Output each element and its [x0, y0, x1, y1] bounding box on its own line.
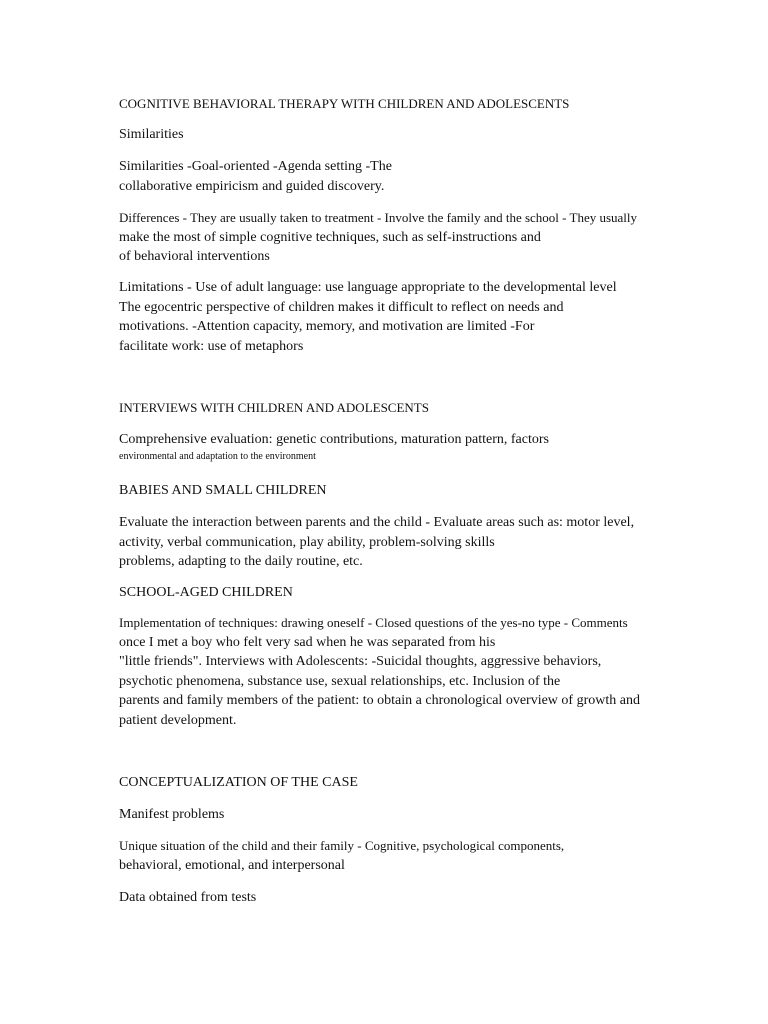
paragraph-line: The egocentric perspective of children makes it difficult to reflect on needs and: [119, 299, 564, 315]
paragraph-line: facilitate work: use of metaphors: [119, 338, 304, 354]
subheading-similarities: Similarities: [119, 127, 184, 142]
paragraph-line: problems, adapting to the daily routine, etc.: [119, 554, 363, 569]
paragraph-school-aged: [119, 613, 728, 730]
section-heading-interviews: INTERVIEWS WITH CHILDREN AND ADOLESCENTS: [119, 400, 429, 415]
paragraph-line: once I met a boy who felt very sad when he was separated from his: [119, 634, 496, 650]
paragraph-limitations: [119, 278, 728, 356]
paragraph-line: Unique situation of the child and their family - Cognitive, psychological components,: [119, 838, 565, 853]
paragraph-line: psychotic phenomena, substance use, sexual relationships, etc. Inclusion of the: [119, 673, 561, 689]
paragraph-line: patient development.: [119, 712, 237, 728]
paragraph-differences: [119, 208, 728, 267]
subheading-data-from-tests: Data obtained from tests: [119, 890, 257, 905]
subheading-babies: BABIES AND SMALL CHILDREN: [119, 483, 327, 498]
section-heading-cbt: COGNITIVE BEHAVIORAL THERAPY WITH CHILDREN AND ADOLESCENTS: [119, 96, 570, 111]
paragraph-babies: [119, 513, 728, 572]
paragraph-line: Limitations - Use of adult language: use language appropriate to the developmental level: [119, 280, 617, 295]
paragraph-unique-situation: [119, 836, 728, 875]
paragraph-line: Differences - They are usually taken to treatment - Involve the family and the school - They usually: [119, 210, 638, 225]
paragraph-line: Comprehensive evaluation: genetic contributions, maturation pattern, factors: [119, 432, 549, 447]
paragraph-evaluation: [119, 430, 728, 464]
paragraph-line: activity, verbal communication, play ability, problem-solving skills: [119, 534, 495, 550]
paragraph-line: parents and family members of the patient: to obtain a chronological overview of growth and: [119, 693, 640, 708]
subheading-school-aged: SCHOOL-AGED CHILDREN: [119, 585, 293, 600]
paragraph-line: behavioral, emotional, and interpersonal: [119, 857, 345, 873]
paragraph-line: Implementation of techniques: drawing oneself - Closed questions of the yes-no type - Comments: [119, 615, 628, 630]
subheading-manifest-problems: Manifest problems: [119, 807, 225, 822]
paragraph-line: make the most of simple cognitive techniques, such as self-instructions and: [119, 229, 541, 245]
paragraph-line: of behavioral interventions: [119, 249, 270, 264]
paragraph-line: Similarities -Goal-oriented -Agenda setting -The: [119, 159, 392, 174]
section-heading-conceptualization: CONCEPTUALIZATION OF THE CASE: [119, 775, 358, 790]
paragraph-line: motivations. -Attention capacity, memory, and motivation are limited -For: [119, 319, 535, 334]
paragraph-line: "little friends". Interviews with Adolescents: -Suicidal thoughts, aggressive behaviors,: [119, 654, 602, 669]
paragraph-line: Evaluate the interaction between parents and the child - Evaluate areas such as: motor level,: [119, 515, 635, 530]
paragraph-line: collaborative empiricism and guided discovery.: [119, 178, 385, 194]
paragraph-similarities: [119, 157, 728, 196]
paragraph-line-small: environmental and adaptation to the environment: [119, 450, 316, 462]
